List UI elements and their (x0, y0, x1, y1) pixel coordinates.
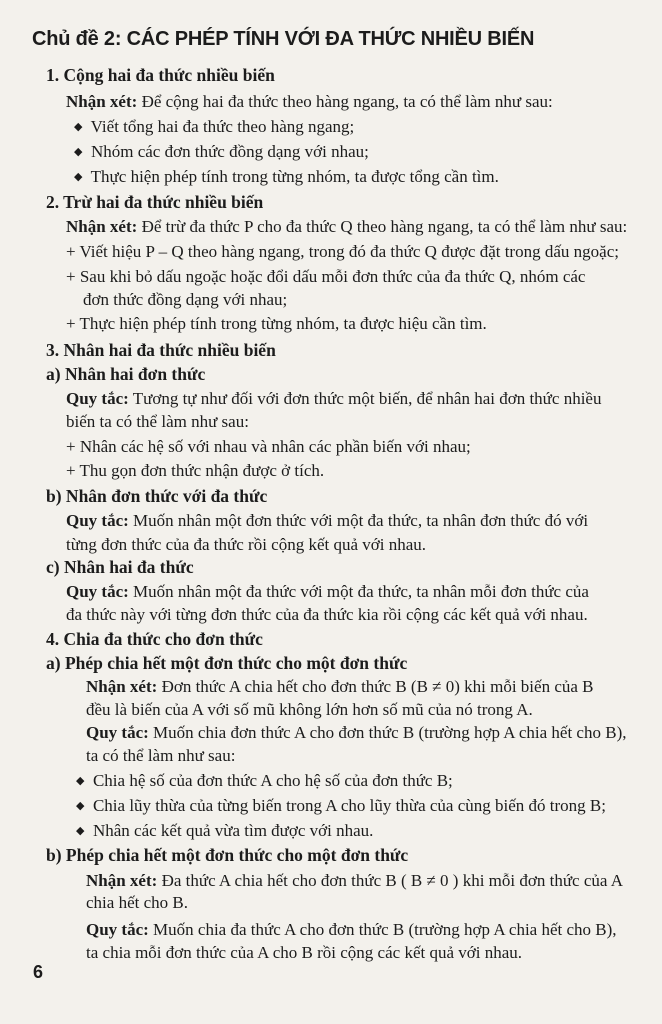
rule-label: Quy tắc: (86, 920, 149, 939)
diamond-bullet-icon: ◆ (74, 171, 83, 183)
rule-label: Quy tắc: (86, 723, 149, 742)
note-label: Nhận xét: (86, 871, 158, 890)
section-4-heading: 4. Chia đa thức cho đơn thức (46, 629, 263, 649)
note-paragraph-continuation: đều là biến của A với số mũ không lớn hơn số mũ của nó trong A. (86, 700, 533, 719)
section-2-note (66, 217, 627, 237)
list-item: ◆ Chia hệ số của đơn thức A cho hệ số của đơn thức B; (76, 771, 453, 790)
rule-paragraph: Quy tắc: Muốn nhân một đa thức với một đa thức, ta nhân mỗi đơn thức của (66, 582, 589, 601)
section-1-heading: 1. Cộng hai đa thức nhiều biến (46, 65, 275, 85)
section-2-heading: 2. Trừ hai đa thức nhiều biến (46, 192, 264, 212)
subsection-heading: a) Nhân hai đơn thức (46, 364, 206, 384)
list-item: + Thu gọn đơn thức nhận được ở tích. (66, 461, 325, 480)
diamond-bullet-icon: ◆ (74, 146, 83, 158)
list-item: ◆ Nhóm các đơn thức đồng dạng với nhau; (74, 142, 369, 161)
list-item: ◆ Nhân các kết quả vừa tìm được với nhau. (76, 821, 374, 840)
note-label: Nhận xét: (86, 677, 158, 696)
diamond-bullet-icon: ◆ (76, 775, 85, 787)
rule-paragraph-continuation: ta có thể làm như sau: (86, 746, 236, 765)
note-paragraph: Nhận xét: Đơn thức A chia hết cho đơn thức B (B ≠ 0) khi mỗi biến của B (86, 677, 594, 696)
subsection-heading: b) Phép chia hết một đơn thức cho một đơn thức (46, 845, 409, 865)
list-item: + Viết hiệu P – Q theo hàng ngang, trong đó đa thức Q được đặt trong dấu ngoặc; (66, 242, 619, 261)
diamond-bullet-icon: ◆ (74, 121, 83, 133)
rule-paragraph: Quy tắc: Muốn nhân một đơn thức với một đa thức, ta nhân đơn thức đó với (66, 511, 589, 530)
diamond-bullet-icon: ◆ (76, 800, 85, 812)
rule-label: Quy tắc: (66, 389, 129, 408)
section-1-note (66, 92, 553, 112)
section-3-heading: 3. Nhân hai đa thức nhiều biến (46, 340, 276, 360)
rule-paragraph: Quy tắc: Muốn chia đơn thức A cho đơn thức B (trường hợp A chia hết cho B), (86, 723, 627, 742)
diamond-bullet-icon: ◆ (76, 825, 85, 837)
subsection-heading: a) Phép chia hết một đơn thức cho một đơn thức (46, 653, 408, 673)
rule-label: Quy tắc: (66, 582, 129, 601)
rule-paragraph-continuation: từng đơn thức của đa thức rồi cộng kết quả với nhau. (66, 535, 427, 554)
list-item: ◆ Viết tổng hai đa thức theo hàng ngang; (74, 117, 355, 136)
note-paragraph: Nhận xét: Đa thức A chia hết cho đơn thức B ( B ≠ 0 ) khi mỗi đơn thức của A (86, 871, 624, 890)
list-item-continuation: đơn thức đồng dạng với nhau; (83, 290, 288, 309)
rule-paragraph: Quy tắc: Tương tự như đối với đơn thức một biến, để nhân hai đơn thức nhiều (66, 389, 602, 408)
rule-paragraph-continuation: biến ta có thể làm như sau: (66, 412, 249, 431)
subsection-heading: c) Nhân hai đa thức (46, 557, 194, 577)
rule-paragraph-continuation: ta chia mỗi đơn thức của A cho B rồi cộng các kết quả với nhau. (86, 943, 523, 962)
list-item: + Thực hiện phép tính trong từng nhóm, ta được hiệu cần tìm. (66, 314, 487, 333)
list-item: + Nhân các hệ số với nhau và nhân các phần biến với nhau; (66, 437, 471, 456)
note-text: Để cộng hai đa thức theo hàng ngang, ta có thể làm như sau: (141, 92, 553, 111)
subsection-heading: b) Nhân đơn thức với đa thức (46, 486, 268, 506)
page-number: 6 (33, 962, 44, 982)
list-item: ◆ Chia lũy thừa của từng biến trong A cho lũy thừa của cùng biến đó trong B; (76, 796, 606, 815)
list-item: + Sau khi bỏ dấu ngoặc hoặc đổi dấu mỗi đơn thức của đa thức Q, nhóm các (66, 267, 586, 286)
note-label: Nhận xét: (66, 92, 138, 111)
note-label: Nhận xét: (66, 217, 138, 236)
list-item: ◆ Thực hiện phép tính trong từng nhóm, ta được tổng cần tìm. (74, 167, 499, 186)
note-paragraph-continuation: chia hết cho B. (86, 893, 188, 912)
page-title: Chủ đề 2: CÁC PHÉP TÍNH VỚI ĐA THỨC NHIỀU BIẾN (32, 28, 535, 50)
rule-paragraph-continuation: đa thức này với từng đơn thức của đa thức kia rồi cộng các kết quả với nhau. (66, 605, 588, 624)
note-text: Để trừ đa thức P cho đa thức Q theo hàng ngang, ta có thể làm như sau: (141, 217, 628, 236)
rule-label: Quy tắc: (66, 511, 129, 530)
rule-paragraph: Quy tắc: Muốn chia đa thức A cho đơn thức B (trường hợp A chia hết cho B), (86, 920, 617, 939)
